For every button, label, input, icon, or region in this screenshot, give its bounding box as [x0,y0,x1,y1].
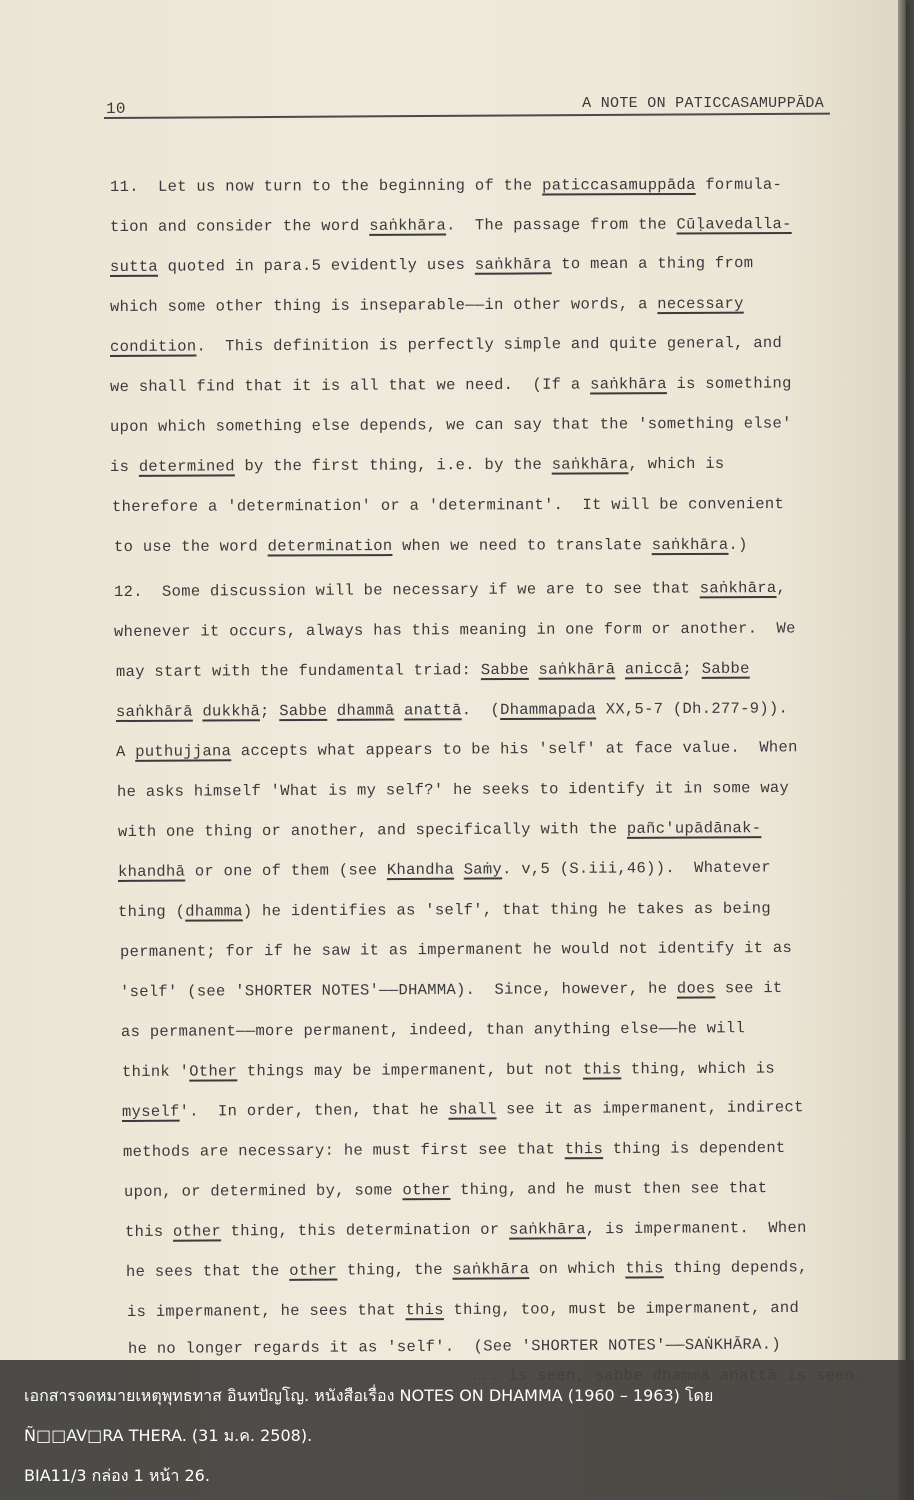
text-run: thing, the [337,1260,453,1280]
text-run: on which [529,1259,626,1279]
text-line [121,1019,745,1041]
text-run: may start with the fundamental triad: [115,661,481,681]
underlined-term: saṅkhāra [590,375,667,394]
text-run: . This definition is perfectly simple and quite general, and [196,333,783,356]
text-line [122,1098,804,1121]
page-number: 10 [106,100,126,118]
text-run: ; [259,702,280,721]
underlined-term: Dhammapada [500,700,597,719]
underlined-term: saṅkhāra [509,1220,586,1239]
underlined-term: saṅkhāra [699,578,777,598]
underlined-term: determined [138,457,235,476]
text-run: . The passage from the [446,215,677,235]
text-run: .) [728,535,748,554]
text-run: thing, which is [621,1059,775,1079]
text-line [120,979,783,1001]
text-line [116,738,798,761]
underlined-term: sutta [109,257,159,276]
text-run: accepts what appears to be his 'self' at face value. When [231,738,798,761]
text-run: he asks himself 'What is my self?' he seeks to identify it in some way [116,778,790,801]
text-run: by the first thing, i.e. by the [234,455,552,476]
text-run: as permanent——more permanent, indeed, than anything else——he will [120,1019,746,1041]
text-run: . v,5 (S.iii,46)). Whatever [502,858,771,879]
text-run: see it [715,978,783,998]
text-line [128,1335,781,1358]
text-line [110,254,753,276]
underlined-term: aniccā [624,660,683,679]
underlined-term: Cūḷavedalla- [676,215,792,234]
text-run: methods are necessary: he must first see that [122,1140,565,1161]
text-run: thing, too, must be impermanent, and [443,1298,800,1320]
text-run: we shall find that it is all that we need. (If a [109,375,591,396]
underlined-term: shall [448,1100,497,1119]
underlined-term: condition [109,337,197,356]
underlined-term: Sabbe [701,659,750,678]
caption-line-2: Ñ□□AV□RA THERA. (31 ม.ค. 2508). [24,1426,313,1445]
underlined-term: other [402,1181,451,1200]
page-edge [898,0,906,1500]
underlined-term: saṅkhāra [369,216,447,235]
text-run: is something [666,374,792,394]
text-run: 11. Let us now turn to the beginning of the [109,176,543,196]
underlined-term: dukkhā [202,702,261,721]
underlined-term: dhamma [185,902,243,921]
text-line [123,1139,786,1161]
text-line [114,536,748,556]
text-run: thing depends, [663,1258,808,1278]
text-run: therefore a 'determination' or a 'determinant'. It will be convenient [111,495,785,516]
text-run: when we need to translate [392,536,652,556]
text-run: this [124,1222,174,1241]
text-run [394,701,404,719]
text-line [117,779,789,801]
underlined-term: Sabbe [279,701,328,721]
text-line [127,1299,799,1321]
text-run: , which is [628,454,725,474]
underlined-term: necessary [657,294,744,314]
text-run: or one of them (see [185,861,387,881]
underlined-term: myself [121,1102,180,1121]
text-line [114,579,786,601]
text-line [110,215,792,236]
underlined-term: Other [189,1062,238,1081]
text-run: thing is dependent [603,1138,786,1159]
underlined-term: anattā [404,701,462,720]
caption-line-3: BIA11/3 กล่อง 1 หน้า 26. [24,1466,210,1485]
text-run: 12. Some discussion will be necessary if we are to see that [113,579,700,601]
text-line [116,660,750,681]
underlined-term: Khandha [386,860,455,880]
underlined-term: saṅkhāra [551,455,629,474]
text-run: XX,5-7 (Dh.277-9)). [596,699,789,719]
text-line [110,334,782,356]
text-run: upon, or determined by, some [123,1181,403,1201]
underlined-term: this [582,1060,622,1079]
text-run: quoted in para.5 evidently uses [157,255,475,276]
underlined-term: determination [267,537,393,556]
text-run: ; [682,659,702,679]
archive-caption [0,1360,914,1500]
text-line [122,1060,775,1081]
text-run: tion and consider the word [109,216,370,236]
text-line [110,455,725,476]
underlined-term: this [625,1259,664,1278]
text-line [118,858,771,881]
underlined-term: saṅkhāra [452,1260,530,1279]
text-line [118,900,771,921]
text-run: formula- [695,175,783,194]
text-run [327,702,337,720]
text-line [126,1258,808,1281]
underlined-term: does [676,979,716,998]
text-run [615,660,625,678]
text-run: to use the word [113,537,268,556]
header-rule [104,113,830,119]
text-line [110,414,792,436]
underlined-term: saṅkhārā [115,702,193,721]
text-run: which some other thing is inseparable——in other words, a [109,295,658,316]
text-run: thing, and he must then see that [450,1179,768,1200]
underlined-term: Sabbe [480,660,529,680]
text-run: whenever it occurs, always has this meaning in one form or another. We [113,619,796,641]
text-line [110,295,744,316]
underlined-term: paticcasamuppāda [542,175,696,195]
text-run: '. In order, then, that he [179,1100,449,1121]
text-line [125,1219,807,1241]
underlined-term: puthujjana [135,742,232,761]
text-run: permanent; for if he saw it as impermanent he would not identify it as [119,938,793,961]
text-line [110,374,792,396]
text-line [110,176,782,196]
text-line [112,495,784,516]
underlined-term: this [564,1140,604,1159]
underlined-term: saṅkhāra [651,535,729,555]
text-run: . ( [461,700,501,720]
text-line [114,619,796,641]
underlined-term: khandhā [117,862,186,881]
text-run: thing ( [117,902,186,921]
text-line [118,819,761,841]
underlined-term: other [289,1261,338,1280]
text-run: is impermanent, he sees that [126,1301,406,1321]
underlined-term: this [405,1301,444,1320]
text-run: with one thing or another, and specifically with the [117,819,627,841]
text-run: to mean a thing from [551,254,754,274]
text-run: he no longer regards it as 'self'. (See 'SHORTER NOTES'——SAṄKHĀRA.) [127,1335,781,1358]
text-line [124,1179,767,1201]
caption-line-1: เอกสารจดหมายเหตุพุทธทาส อินทปัญโญ. หนังสือเรื่อง NOTES ON DHAMMA (1960 – 1963) โดย [24,1386,714,1405]
underlined-term: dhammā [336,701,395,720]
text-line [116,699,788,721]
text-run: he sees that the [125,1261,290,1281]
underlined-term: saṅkhāra [474,255,552,274]
text-run: , [776,578,787,597]
underlined-term: saṅkhārā [538,660,616,679]
text-run: ) he identifies as 'self', that thing he takes as being [242,899,771,921]
text-run: , is impermanent. When [585,1218,807,1239]
text-run: A [115,742,136,761]
text-run: thing, this determination or [220,1220,510,1241]
underlined-term: pañc'upādānak- [626,819,762,838]
text-run [454,861,464,879]
underlined-term: other [172,1222,222,1241]
underlined-term: Saṁy [463,860,503,879]
text-run: is [109,457,139,476]
text-run: think ' [121,1062,190,1081]
text-run: things may be impermanent, but not [237,1060,583,1081]
running-title: A NOTE ON PATICCASAMUPPĀDA [582,95,824,112]
text-line [120,939,792,961]
text-run: see it as impermanent, indirect [496,1098,804,1119]
text-run: 'self' (see 'SHORTER NOTES'——DHAMMA). Since, however, he [119,979,677,1001]
text-run: upon which something else depends, we can say that the 'something else' [109,414,792,436]
